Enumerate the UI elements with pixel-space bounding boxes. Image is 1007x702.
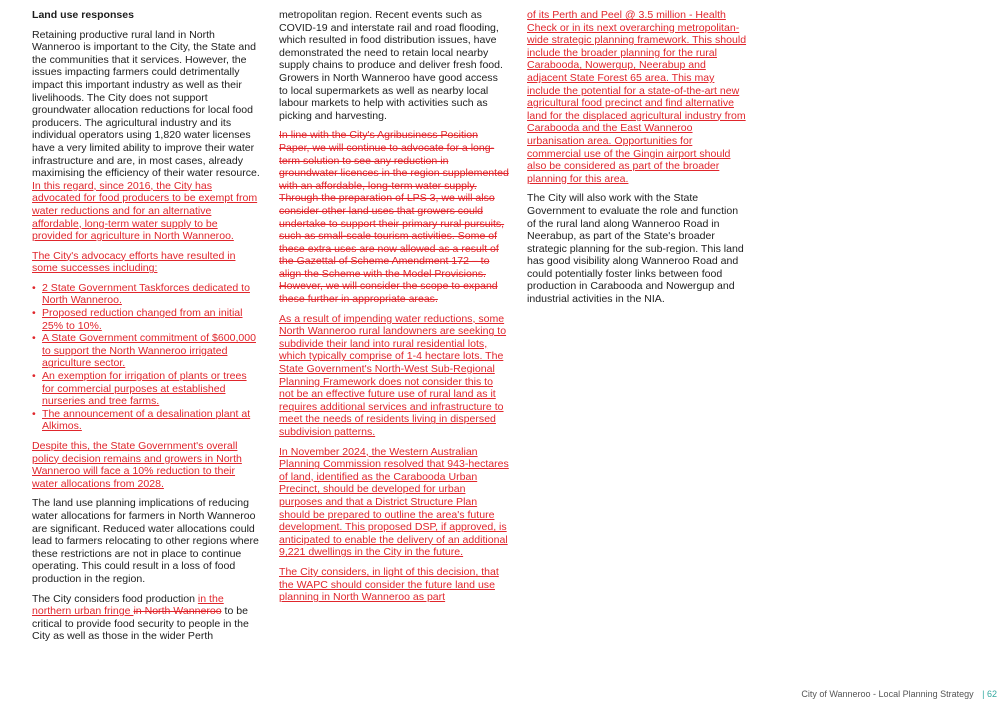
column-2 (279, 9, 509, 611)
page-number: | 62 (982, 689, 997, 699)
deleted-paragraph: In line with the City's Agribusiness Position Paper, we will continue to advocate for a long-term solution to see any reduction in groundwater licences in the region supplemented with an affordable, long-term water supply. Through the preparation of LPS 3, we will also consider other land uses that growers could undertake to support their primary rural pursuits, such as small-scale tourism activities. Some of these extra uses are now allowed as a result of the Gazettal of Scheme Amendment 172 – to align the Scheme with the Model Provisions. However, we will consider the scope to expand these further in appropriate areas. (279, 129, 509, 306)
list-item (32, 282, 260, 307)
list-item (32, 408, 260, 433)
paragraph (32, 29, 260, 243)
paragraph: metropolitan region. Recent events such as COVID-19 and interstate rail and road flooding, which resulted in food distribution issues, have demonstrated the need to retain local nearby supply chains to produce and deliver fresh food. Growers in North Wanneroo have good access to local supermarkets as well as nearby local labour markets to help with activities such as picking and harvesting. (279, 9, 503, 122)
body-text: Retaining productive rural land in North Wanneroo is important to the City, the State and the communities that it services. However, the issues impacting farmers could detrimentally impact this important industry as well as their livelihoods. The City does not support groundwater allocation reductions for local food producers. The agricultural industry and its individual operators using 1,820 water licenses have a very limited ability to improve their water infrastructure and are, in most cases, already maximising the efficiency of their water resource. (32, 28, 260, 180)
list-item (32, 307, 260, 332)
body-text: The City considers food production (32, 592, 198, 605)
inserted-text: An exemption for irrigation of plants or trees for commercial purposes at established nurseries and tree farms. (42, 370, 247, 408)
inserted-text: in the northern urban fringe (32, 592, 224, 618)
inserted-text: In this regard, since 2016, the City has advocated for food producers to be exempt from water reductions and for an alternative affordable, long-term water supply to be provided for agriculture in North Wanneroo. (32, 179, 258, 243)
footer-title: City of Wanneroo - Local Planning Strategy (801, 689, 974, 699)
successes-list (32, 282, 260, 433)
page-footer (801, 688, 997, 700)
paragraph: The City will also work with the State Government to evaluate the role and function of the rural land along Wanneroo Road in Neerabup, as part of the State's broader strategic planning for the sub-region. This land has good visibility along Wanneroo Road and could potentially foster links between food production in Carabooda and Nowergup and industrial activities in the NIA. (527, 192, 744, 306)
inserted-text: The announcement of a desalination plant at Alkimos. (42, 407, 251, 433)
inserted-paragraph: In November 2024, the Western Australian Planning Commission resolved that 943-hectares of land, identified as the Carabooda Urban Precinct, should be developed for urban purposes and that a District Structure Plan should be prepared to outline the area's future development. This proposed DSP, if approved, is anticipated to enable the delivery of an additional 9,221 dwellings in the City in the future. (279, 445, 509, 559)
inserted-paragraph: Despite this, the State Government's overall policy decision remains and growers in North Wanneroo will face a 10% reduction to their water allocations from 2028. (32, 440, 242, 490)
inserted-text: 2 State Government Taskforces dedicated to North Wanneroo. (42, 281, 250, 307)
bullet-icon: • (32, 407, 36, 420)
deleted-text: in North Wanneroo (133, 605, 222, 618)
inserted-paragraph: of its Perth and Peel @ 3.5 million - Health Check or in its next overarching metropolitan-wide strategic planning framework. This should include the broader planning for the rural Carabooda, Nowergup, Neerabup and adjacent State Forest 65 area. This may include the potential for a state-of-the-art new agricultural food precinct and find alternative land for the displaced agricultural industry from Carabooda and the East Wanneroo urbanisation area. Opportunities for commercial use of the Gingin airport should also be considered as part of the broader planning for this area. (527, 9, 747, 185)
column-1 (32, 9, 260, 650)
inserted-paragraph: The City's advocacy efforts have resulted in some successes including: (32, 249, 236, 275)
bullet-icon: • (32, 307, 36, 320)
inserted-paragraph: The City considers, in light of this decision, that the WAPC should consider the future land use planning in North Wanneroo as part (279, 565, 499, 604)
bullet-icon: • (32, 281, 36, 294)
section-heading: Land use responses (32, 9, 134, 21)
bullet-icon: • (32, 370, 36, 383)
inserted-paragraph: As a result of impending water reductions, some North Wanneroo rural landowners are seeking to subdivide their land into rural residential lots, which typically comprise of 1-4 hectare lots. The State Government's North-West Sub-Regional Planning Framework does not consider this to not be an effective future use of rural land as it requires additional services and infrastructure to meet the needs of residents living in dispersed subdivision patterns. (279, 312, 507, 438)
inserted-text: Proposed reduction changed from an initial 25% to 10%. (42, 307, 243, 332)
paragraph (32, 593, 260, 643)
bullet-icon: • (32, 332, 36, 345)
column-3 (527, 9, 747, 313)
list-item (32, 332, 260, 370)
list-item (32, 370, 260, 408)
paragraph: The land use planning implications of reducing water allocations for farmers in North Wanneroo are significant. Reduced water allocations could lead to farmers relocating to other regions where these restrictions are not in place to continue operating. This could result in a loss of food production in the region. (32, 497, 259, 585)
body-text: to be critical to provide food security to people in the City as well as those in the wider Perth (32, 605, 249, 643)
inserted-text: A State Government commitment of $600,000 to support the North Wanneroo irrigated agriculture sector. (42, 332, 256, 370)
